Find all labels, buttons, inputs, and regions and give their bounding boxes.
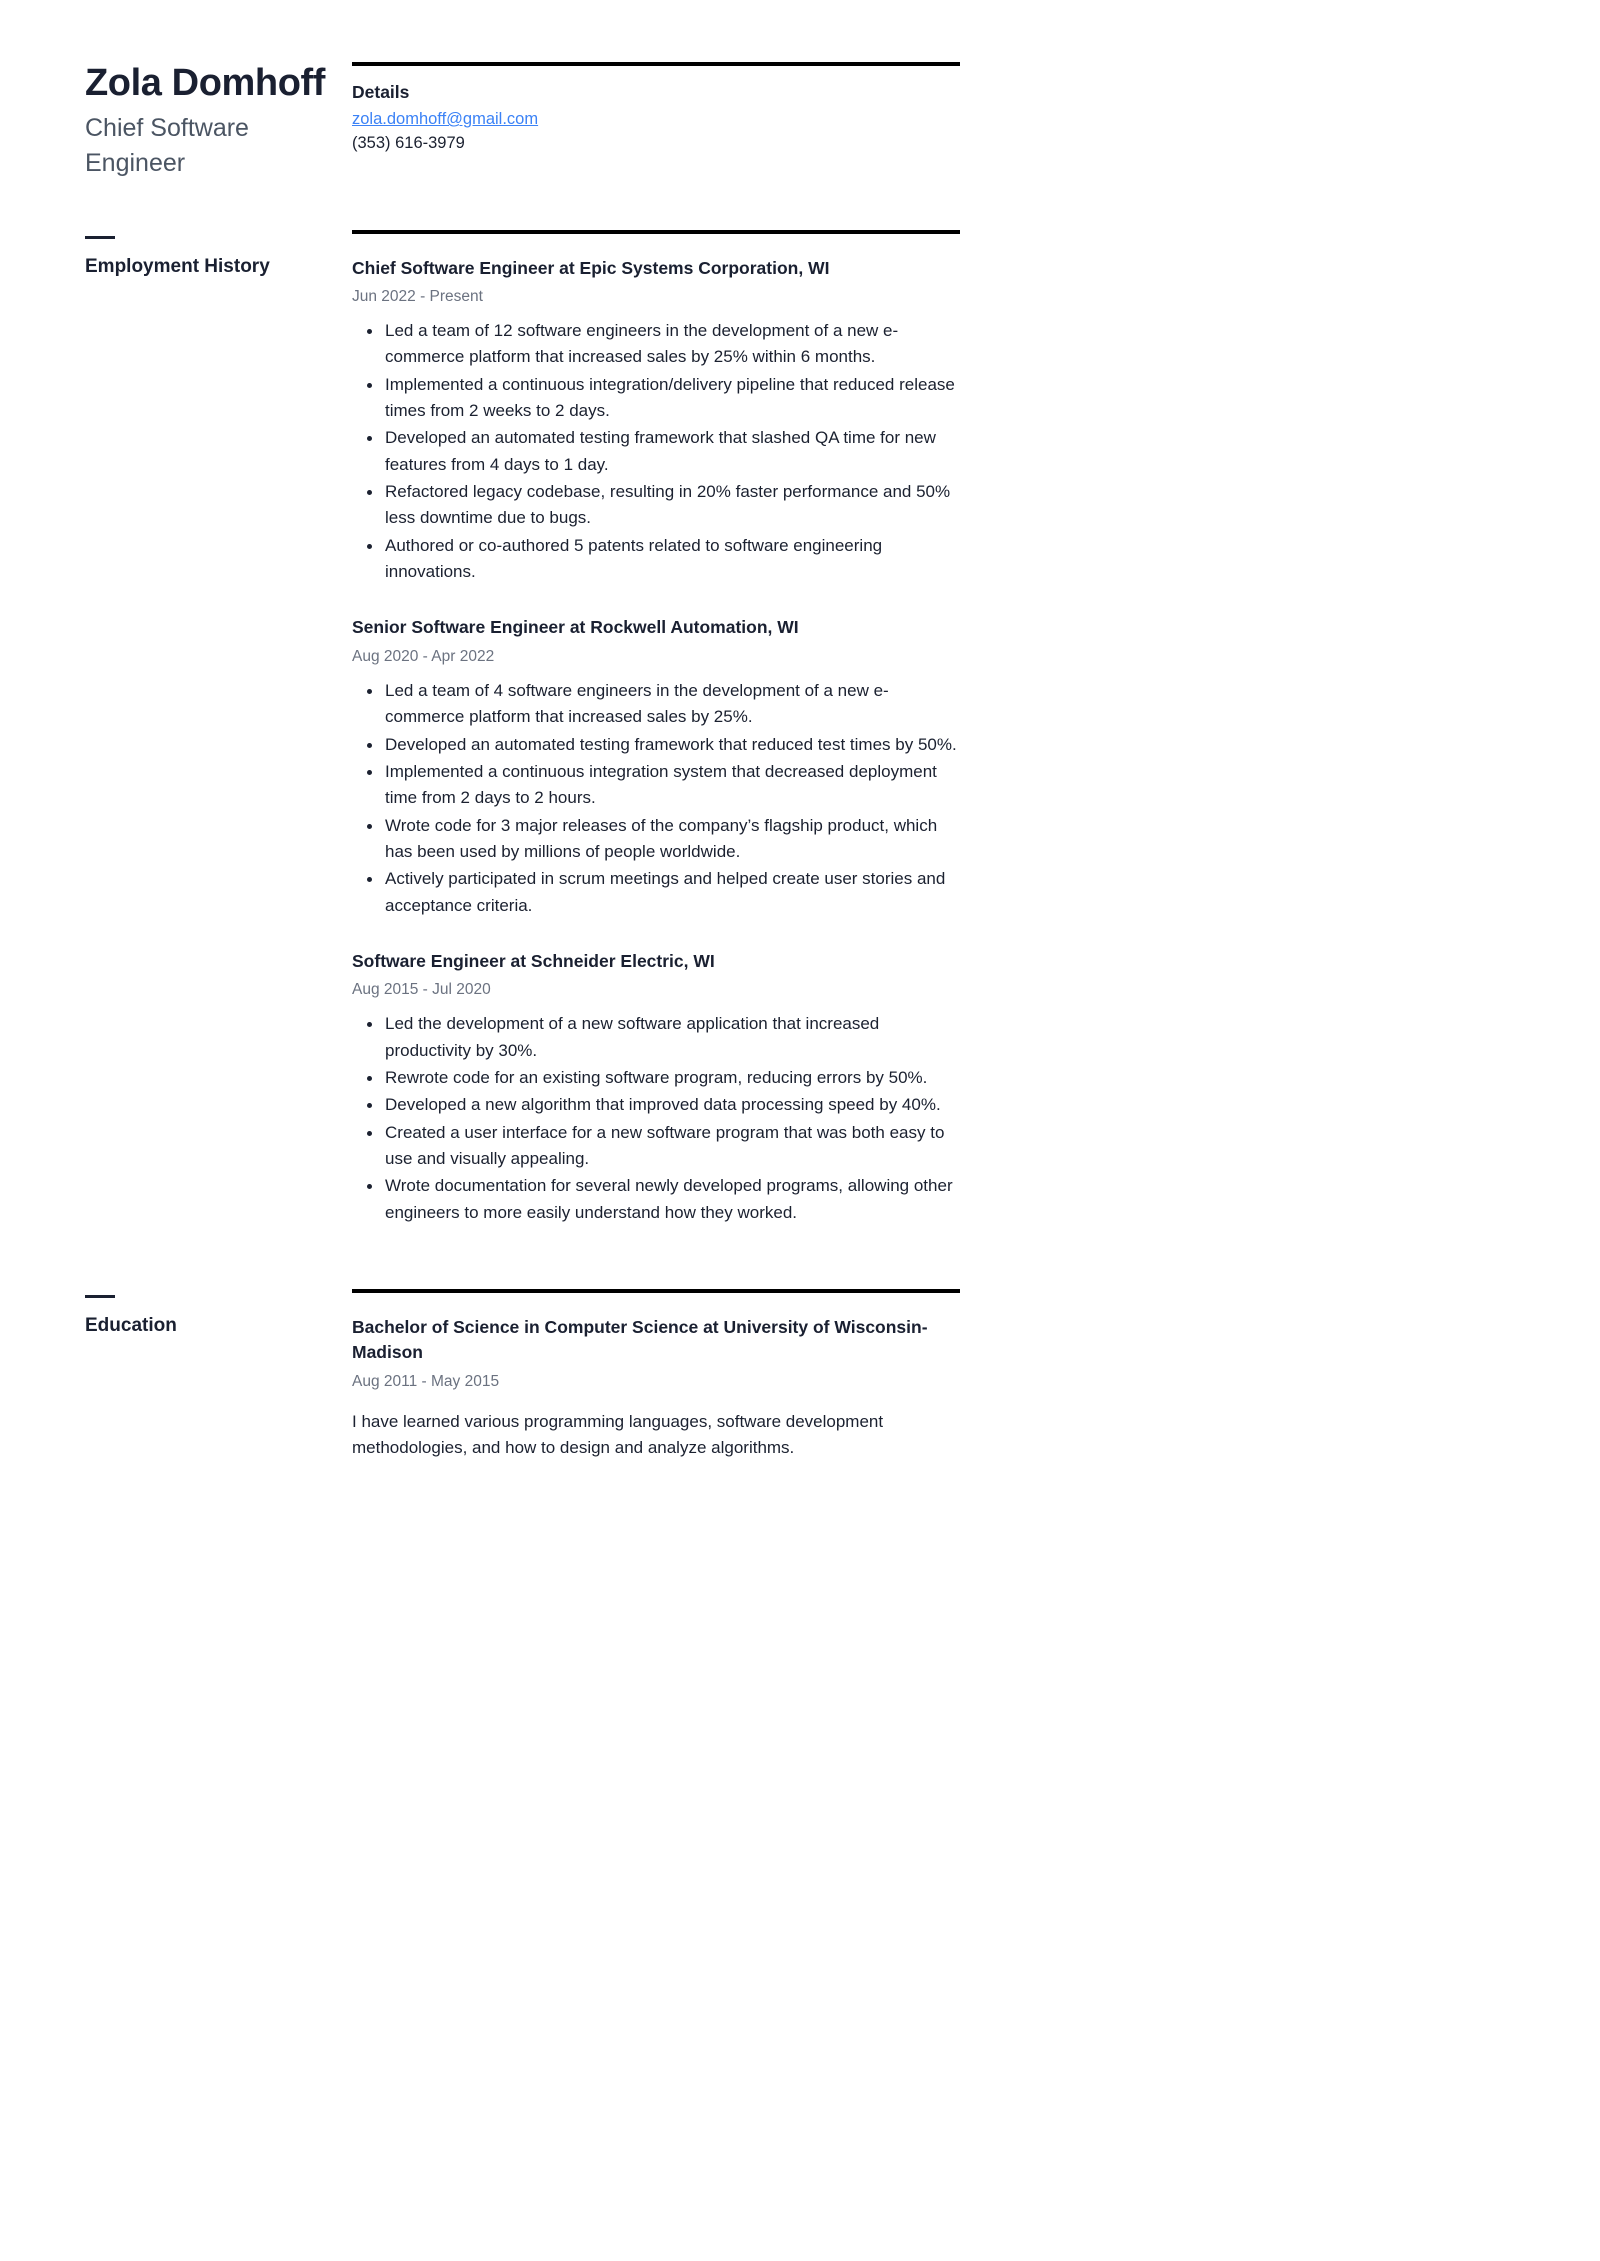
list-item: Created a user interface for a new software program that was both easy to use and visually appealing.: [385, 1120, 960, 1173]
list-item: Actively participated in scrum meetings and helped create user stories and acceptance criteria.: [385, 866, 960, 919]
list-item: Wrote documentation for several newly developed programs, allowing other engineers to more easily understand how they worked.: [385, 1173, 960, 1226]
section-dash-icon: [85, 236, 115, 239]
email-link[interactable]: zola.domhoff@gmail.com: [352, 110, 539, 128]
list-item: Led a team of 4 software engineers in the development of a new e-commerce platform that increased sales by 25%.: [385, 678, 960, 731]
employment-entry: [352, 256, 960, 586]
education-entry-title: Bachelor of Science in Computer Science at University of Wisconsin-Madison: [352, 1317, 928, 1363]
list-item: Developed an automated testing framework that reduced test times by 50%.: [385, 732, 960, 758]
list-item: Developed a new algorithm that improved data processing speed by 40%.: [385, 1092, 960, 1118]
education-section-label: Education: [85, 1315, 177, 1337]
list-item: Rewrote code for an existing software program, reducing errors by 50%.: [385, 1065, 960, 1091]
details-column: [352, 62, 960, 156]
details-heading: Details: [352, 82, 410, 102]
job-title: Chief Software Engineer: [85, 113, 249, 178]
education-entry-date: Aug 2011 - May 2015: [352, 1372, 500, 1390]
list-item: Refactored legacy codebase, resulting in 20% faster performance and 50% less downtime due to bugs.: [385, 479, 960, 532]
employment-label-wrap: [0, 230, 352, 279]
header-row: [0, 0, 1125, 182]
education-entries-column: [352, 1289, 960, 1461]
employment-entry-title: Software Engineer at Schneider Electric, WI: [352, 950, 715, 971]
employment-entry-bullets: [352, 1011, 960, 1226]
employment-entry-date: Jun 2022 - Present: [352, 287, 483, 305]
employment-entry-bullets: [352, 678, 960, 919]
list-item: Led the development of a new software application that increased productivity by 30%.: [385, 1011, 960, 1064]
list-item: Developed an automated testing framework that slashed QA time for new features from 4 days to 1 day.: [385, 425, 960, 478]
employment-entry-date: Aug 2015 - Jul 2020: [352, 981, 491, 999]
education-entry: [352, 1315, 960, 1461]
list-item: Implemented a continuous integration system that decreased deployment time from 2 days to 2 hours.: [385, 759, 960, 812]
employment-entry-title: Senior Software Engineer at Rockwell Automation, WI: [352, 617, 799, 638]
employment-entry-bullets: [352, 318, 960, 585]
employment-entry-title: Chief Software Engineer at Epic Systems Corporation, WI: [352, 257, 830, 278]
list-item: Authored or co-authored 5 patents related to software engineering innovations.: [385, 533, 960, 586]
education-entries: [352, 1293, 960, 1461]
employment-entries-column: [352, 230, 960, 1228]
employment-section-label: Employment History: [85, 255, 270, 277]
employment-history-section: [0, 182, 1125, 1228]
details-block: [352, 66, 960, 156]
list-item: Wrote code for 3 major releases of the company’s flagship product, which has been used by millions of people worldwide.: [385, 813, 960, 866]
list-item: Implemented a continuous integration/delivery pipeline that reduced release times from 2 weeks to 2 days.: [385, 372, 960, 425]
header-identity: [0, 62, 352, 182]
page-title: Zola Domhoff: [85, 62, 326, 104]
list-item: Led a team of 12 software engineers in the development of a new e-commerce platform that increased sales by 25% within 6 months.: [385, 318, 960, 371]
section-dash-icon: [85, 1295, 115, 1298]
employment-entry: [352, 949, 960, 1226]
phone-number: (353) 616-3979: [352, 133, 465, 152]
education-label-wrap: [0, 1289, 352, 1338]
education-section: [0, 1227, 1125, 1461]
employment-entry: [352, 615, 960, 919]
employment-entry-date: Aug 2020 - Apr 2022: [352, 647, 495, 665]
employment-entries: [352, 234, 960, 1227]
education-entry-description: I have learned various programming languages, software development methodologies, and how to design and analyze algorithms.: [352, 1411, 884, 1458]
